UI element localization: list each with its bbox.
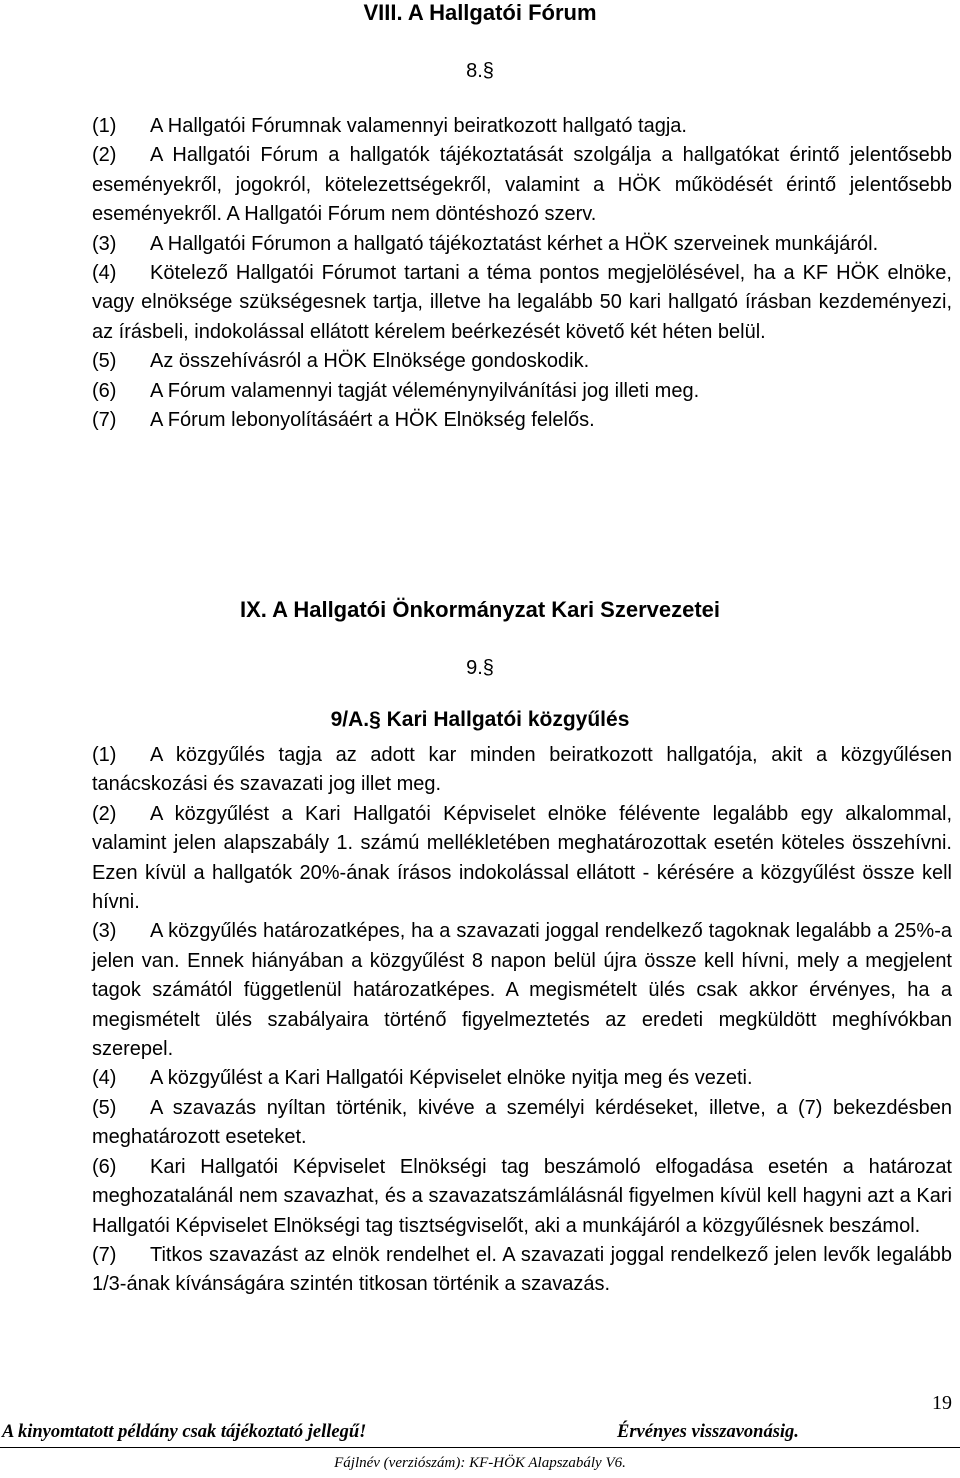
section-8-item-7: (7) A Fórum lebonyolításáért a HÖK Elnökség felelős. [92, 409, 595, 432]
footer-divider [0, 1447, 960, 1448]
footer-file-name: Fájlnév (verziószám): KF-HÖK Alapszabály V6. [334, 1455, 626, 1471]
section-9-body [92, 741, 952, 1300]
footer-validity: Érvényes visszavonásig. [617, 1422, 799, 1442]
section-8-body [92, 112, 952, 435]
section-9-item-1: (1) A közgyűlés tagja az adott kar minden beiratkozott hallgatója, akit a közgyűlésen tanácskozási és szavazati jog illet meg. [92, 744, 952, 796]
section-8-item-1: (1) A Hallgatói Fórumnak valamennyi beiratkozott hallgató tagja. [92, 115, 687, 137]
section-8-item-2: (2) A Hallgatói Fórum a hallgatók tájékoztatását szolgálja a hallgatókat érintő jelentősebb eseményekről, jogokról, kötelezettségekről, valamint a HÖK működését érintő jelentősebb eseményekről. A Hallgatói Fórum nem döntéshozó szerv. [92, 144, 952, 226]
page-number: 19 [932, 1392, 952, 1414]
section-9-item-5: (5) A szavazás nyíltan történik, kivéve a személyi kérdéseket, illetve, a (7) bekezdésben meghatározott eseteket. [92, 1096, 952, 1149]
paragraph-8-number: 8.§ [466, 60, 494, 82]
section-8-item-4: (4) Kötelező Hallgatói Fórumot tartani a téma pontos megjelölésével, ha a KF HÖK elnöke, vagy elnöksége szükségesnek tartja, illetve ha legalább 50 kari hallgató írásban kezdeményezi, az írásbeli, indokolással ellátott kérelem beérkezését követő két héten belül. [92, 262, 952, 343]
section-9-item-7: (7) Titkos szavazást az elnök rendelhet el. A szavazati joggal rendelkező jelen levők legalább 1/3-ának kívánságára szintén titkosan történik a szavazás. [92, 1243, 952, 1296]
section-9-item-3: (3) A közgyűlés határozatképes, ha a szavazati joggal rendelkező tagoknak legalább a 25%-a jelen van. Ennek hiányában a közgyűlést 8 napon belül újra össze kell hívni, mely a megjelent tagok számától függetlenül határozatképes. A megismételt ülés csak akkor érvényes, ha a megismételt ülés szabályaira történő figyelmeztetés az eredeti megküldött meghívókban szerepel. [92, 920, 952, 1061]
section-8-item-5: (5) Az összehívásról a HÖK Elnöksége gondoskodik. [92, 350, 590, 373]
section-9-item-6: (6) Kari Hallgatói Képviselet Elnökségi tag beszámoló elfogadása esetén a határozat meghozatalánál nem szavazhat, és a szavazatszámlálásnál figyelmen kívül kell hagyni azt a Kari Hallgatói Képviselet Elnökségi tag tisztségviselőt, aki a munkájáról a közgyűlésnek beszámol. [92, 1155, 952, 1237]
section-9-title: IX. A Hallgatói Önkormányzat Kari Szervezetei [239, 597, 721, 622]
section-9-item-4: (4) A közgyűlést a Kari Hallgatói Képviselet elnöke nyitja meg és vezeti. [92, 1067, 753, 1090]
section-8-item-3: (3) A Hallgatói Fórumon a hallgató tájékoztatást kérhet a HÖK szerveinek munkájáról. [92, 232, 879, 255]
section-9-item-2: (2) A közgyűlést a Kari Hallgatói Képviselet elnöke félévente legalább egy alkalommal, valamint jelen alapszabály 1. számú mellékletében meghatározottak esetén köteles összehívni. Ezen kívül a hallgatók 20%-ának írásos indokolással ellátott - kérésére a közgyűlést össze kell hívni. [92, 802, 952, 914]
section-8-item-6: (6) A Fórum valamennyi tagját véleménynyilvánítási jog illeti meg. [92, 379, 700, 402]
section-8-title: VIII. A Hallgatói Fórum [363, 0, 597, 25]
footer-disclaimer: A kinyomtatott példány csak tájékoztató jellegű! [2, 1422, 367, 1442]
subsection-9a-heading: 9/A.§ Kari Hallgatói közgyűlés [330, 708, 630, 731]
paragraph-9-number: 9.§ [466, 657, 494, 679]
footer-notes [0, 1422, 960, 1446]
